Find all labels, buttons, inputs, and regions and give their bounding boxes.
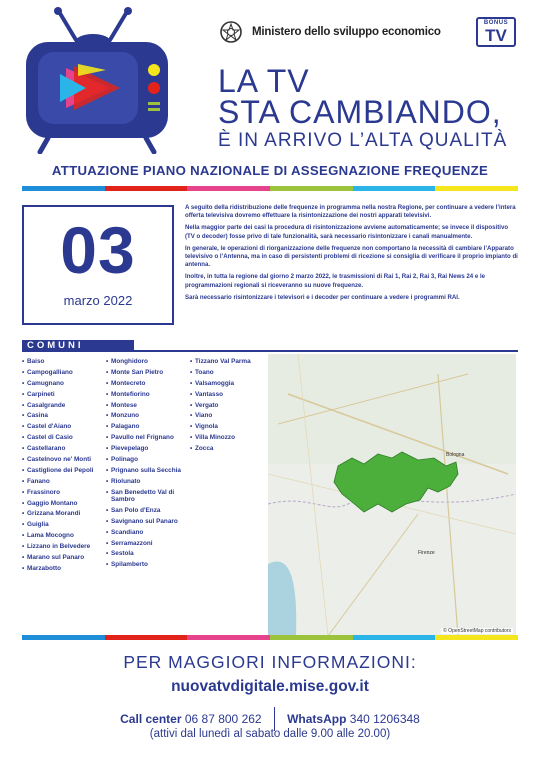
ministry-name: Ministero dello sviluppo economico (252, 26, 441, 38)
comune-item: • Montese (106, 402, 192, 409)
comune-item: • Scandiano (106, 529, 192, 536)
comune-item: • Campogalliano (22, 369, 108, 376)
color-bar-segment (187, 635, 270, 640)
bonus-label: BONUS (483, 20, 509, 26)
comune-item: • Monzuno (106, 412, 192, 419)
svg-text:Bologna: Bologna (446, 452, 465, 458)
comune-item: • Fanano (22, 478, 108, 485)
color-bar-segment (187, 186, 270, 191)
comune-item: • Gaggio Montano (22, 500, 108, 507)
tv-illustration (18, 6, 178, 154)
comune-item: • Montecreto (106, 380, 192, 387)
intro-paragraph: Sarà necessario risintonizzare i televisori e i decoder per continuare a vedere i programmi RAI. (185, 293, 460, 301)
comune-item: • San Polo d'Enza (106, 507, 192, 514)
website-link[interactable]: nuovatvdigitale.mise.gov.it (171, 678, 369, 695)
color-bar-segment (353, 635, 436, 640)
comune-item: • Toano (190, 369, 276, 376)
comune-item: • Serramazzoni (106, 540, 192, 547)
map-credit: © OpenStreetMap contributors (443, 628, 511, 634)
comune-item: • Carpineti (22, 391, 108, 398)
comuni-header (22, 340, 518, 352)
comune-item: • Riolunato (106, 478, 192, 485)
color-bar-segment (353, 186, 436, 191)
color-bar-segment (22, 635, 105, 640)
intro-paragraph: Inoltre, in tutta la regione dal giorno 2 marzo 2022, le trasmissioni di Rai 1, Rai 2, Rai 3, Rai News 24 e le programmazioni regionali si riceveranno su nuove frequenze. (185, 273, 486, 289)
whatsapp[interactable] (287, 712, 420, 726)
opening-hours: (attivi dal lunedì al sabato dalle 9.00 alle 20.00) (149, 728, 391, 740)
comune-item: • Montefiorino (106, 391, 192, 398)
map-drawing (268, 354, 516, 636)
headline (218, 63, 528, 152)
comune-item: • Sestola (106, 550, 192, 557)
color-bar-top (22, 186, 518, 191)
color-bar-segment (22, 186, 105, 191)
bonus-tv-logo (476, 17, 516, 47)
whatsapp-label: WhatsApp (287, 712, 347, 726)
color-bar-segment (105, 186, 188, 191)
comune-item: • Palagano (106, 423, 192, 430)
comune-item: • Pievepelago (106, 445, 192, 452)
intro-paragraph: Nella maggior parte dei casi la procedura di risintonizzazione avviene automaticamente; se invece il dispositivo (TV o decoder) fosse privo di tale funzionalità, sarà necessario risintonizzare i canali manualmente. (185, 224, 509, 240)
tv-label: TV (485, 26, 507, 45)
comune-item: • San Benedetto Val di Sambro (106, 489, 192, 504)
comune-item: • Vignola (190, 423, 276, 430)
comune-item: • Spilamberto (106, 561, 192, 568)
subheading: ATTUAZIONE PIANO NAZIONALE DI ASSEGNAZIONE FREQUENZE (51, 163, 489, 178)
comune-item: • Vantasso (190, 391, 276, 398)
region-map (268, 354, 516, 636)
comune-item: • Polinago (106, 456, 192, 463)
color-bar-segment (270, 186, 353, 191)
comune-item: • Viano (190, 412, 276, 419)
comune-item: • Lizzano in Belvedere (22, 543, 108, 550)
comune-item: • Guiglia (22, 521, 108, 528)
color-bar-segment (270, 635, 353, 640)
date-month: marzo 2022 (63, 293, 133, 308)
comune-item: • Frassinoro (22, 489, 108, 496)
republic-emblem-icon (218, 18, 244, 46)
comune-item: • Monte San Pietro (106, 369, 192, 376)
comune-item: • Castel di Casio (22, 434, 108, 441)
comune-item: • Castellarano (22, 445, 108, 452)
comuni-list-2 (106, 358, 192, 572)
comune-item: • Castel d'Aiano (22, 423, 108, 430)
comune-item: • Castiglione dei Pepoli (22, 467, 108, 474)
comune-item: • Prignano sulla Secchia (106, 467, 192, 474)
comune-item: • Baiso (22, 358, 108, 365)
comuni-list-1 (22, 358, 108, 576)
color-bar-bottom (22, 635, 518, 640)
date-box (22, 205, 174, 325)
intro-paragraph: A seguito della ridistribuzione delle frequenze in programma nella nostra Regione, per continuare a vedere l’intera offerta televisiva dovremo effettuare la risintonizzazione dei nostri apparati televisivi. (185, 204, 516, 220)
color-bar-segment (435, 186, 518, 191)
callcenter[interactable] (120, 712, 261, 726)
callcenter-number: 06 87 800 262 (184, 712, 262, 726)
headline-line-2: STA CAMBIANDO, (218, 94, 502, 130)
more-info-heading: PER MAGGIORI INFORMAZIONI: (123, 652, 417, 672)
comune-item: • Valsamoggia (190, 380, 276, 387)
headline-line-1: LA TV (218, 63, 310, 99)
headline-line-3: È IN ARRIVO L’ALTA QUALITÀ (218, 130, 508, 151)
comune-item: • Lama Mocogno (22, 532, 108, 539)
comune-item: • Casina (22, 412, 108, 419)
comune-item: • Monghidoro (106, 358, 192, 365)
color-bar-segment (435, 635, 518, 640)
comune-item: • Casalgrande (22, 402, 108, 409)
comune-item: • Pavullo nel Frignano (106, 434, 192, 441)
intro-text (185, 204, 518, 306)
comune-item: • Marano sul Panaro (22, 554, 108, 561)
comune-item: • Savignano sul Panaro (106, 518, 192, 525)
callcenter-label: Call center (120, 712, 182, 726)
comune-item: • Tizzano Val Parma (190, 358, 276, 365)
comuni-list-3 (190, 358, 276, 456)
comune-item: • Zocca (190, 445, 276, 452)
intro-paragraph: In generale, le operazioni di riorganizzazione delle frequenze non comportano la necessità di cambiare l’Apparato televisivo o l’Antenna, ma in caso di persistenti problemi di ricezione si consiglia di verificare il proprio impianto di antenna. (185, 244, 518, 269)
comune-item: • Castelnovo ne' Monti (22, 456, 108, 463)
comune-item: • Villa Minozzo (190, 434, 276, 441)
date-day: 03 (60, 213, 136, 287)
comune-item: • Camugnano (22, 380, 108, 387)
svg-text:Firenze: Firenze (418, 550, 435, 556)
comune-item: • Vergato (190, 402, 276, 409)
color-bar-segment (105, 635, 188, 640)
ministry-logo (218, 18, 441, 46)
whatsapp-number: 340 1206348 (349, 712, 420, 726)
comune-item: • Grizzana Morandi (22, 510, 108, 517)
comuni-label: COMUNI (22, 340, 134, 352)
comune-item: • Marzabotto (22, 565, 108, 572)
